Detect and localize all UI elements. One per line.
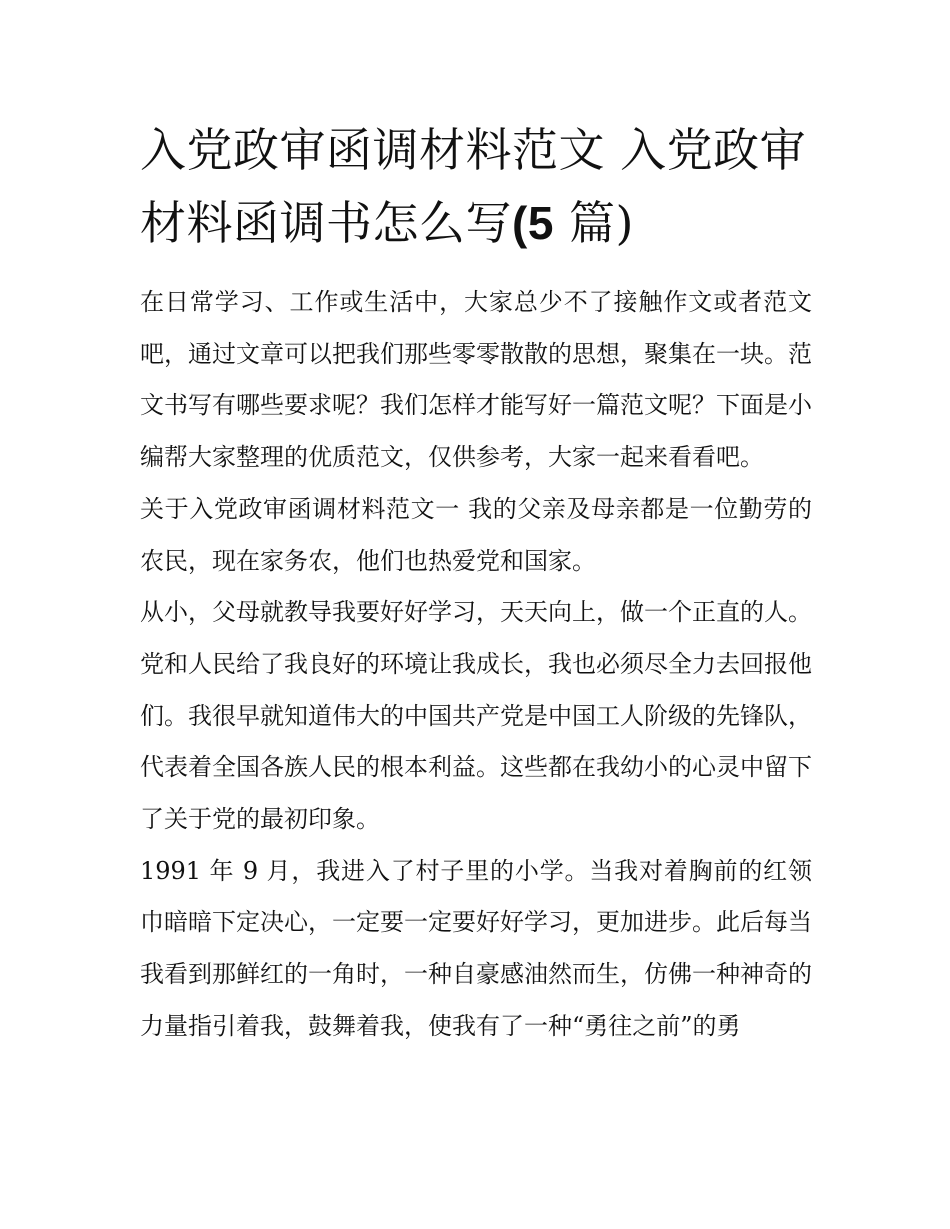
paragraph-intro: 在日常学习、工作或生活中，大家总少不了接触作文或者范文吧，通过文章可以把我们那些零零散散的思想，聚集在一块。范文书写有哪些要求呢？我们怎样才能写好一篇范文呢？下面是小编帮大家整理的优质范文，仅供参考，大家一起来看看吧。	[140, 288, 812, 472]
title-text: 入党政审函调材料范文 入党政审材料函调书怎么写	[140, 123, 807, 250]
title-count: (5	[512, 197, 554, 249]
document-title	[140, 114, 820, 260]
document-body	[140, 277, 812, 1053]
paragraph-childhood: 从小，父母就教导我要好好学习，天天向上，做一个正直的人。党和人民给了我良好的环境让我成长，我也必须尽全力去回报他们。我很早就知道伟大的中国共产党是中国工人阶级的先锋队，代表着全国各族人民的根本利益。这些都在我幼小的心灵中留下了关于党的最初印象。	[140, 598, 812, 834]
paragraph-parents: 关于入党政审函调材料范文一 我的父亲及母亲都是一位勤劳的农民，现在家务农，他们也热爱党和国家。	[140, 494, 812, 575]
paragraph-school: 1991 年 9 月，我进入了村子里的小学。当我对着胸前的红领巾暗暗下定决心，一定要一定要好好学习，更加进步。此后每当我看到那鲜红的一角时，一种自豪感油然而生，仿佛一种神奇的力量指引着我，鼓舞着我，使我有了一种“勇往之前”的勇	[140, 856, 812, 1040]
title-suffix: 篇)	[553, 196, 634, 250]
